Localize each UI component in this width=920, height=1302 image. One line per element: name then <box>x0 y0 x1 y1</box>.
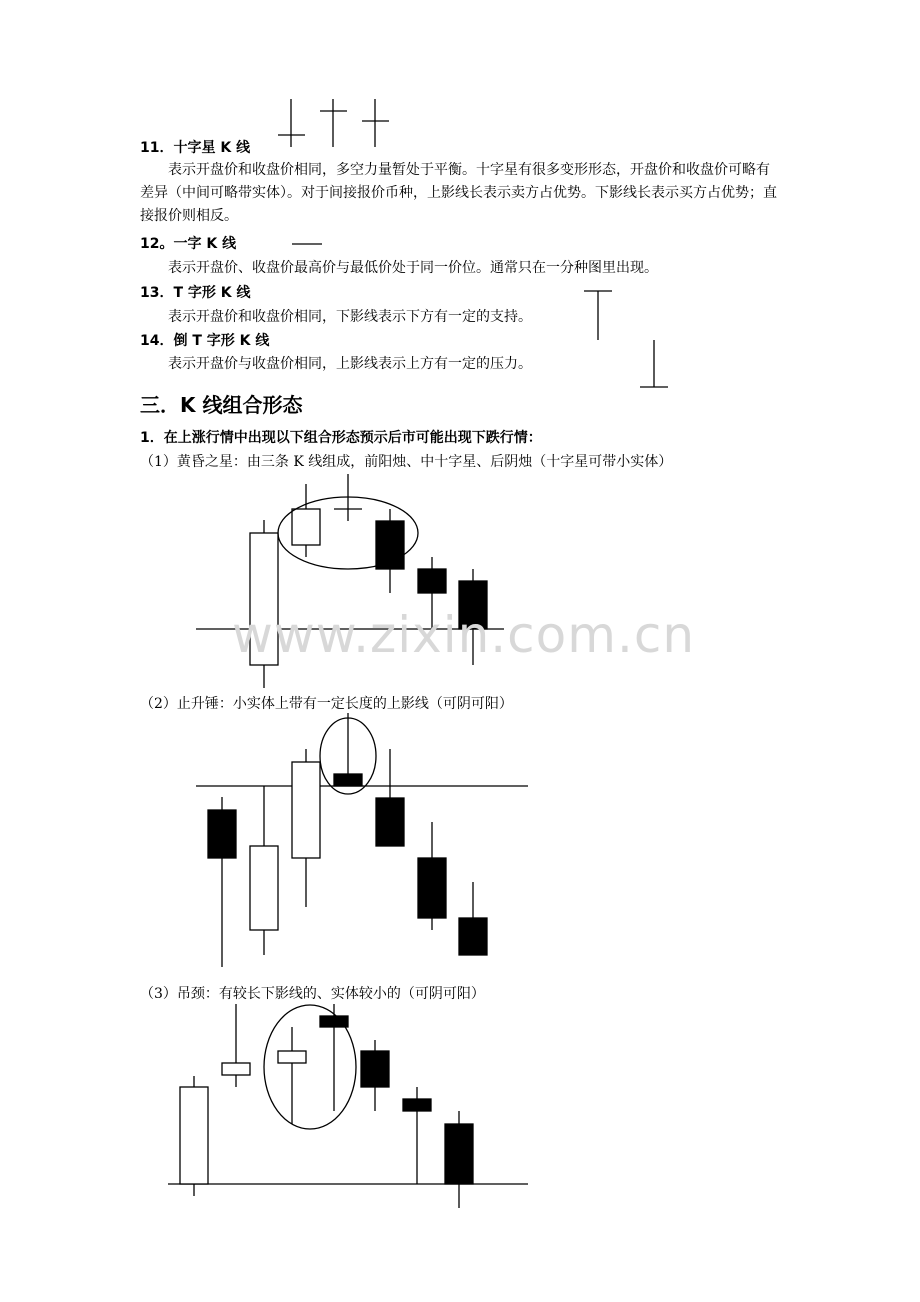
fig1-caption: （1）黄昏之星：由三条 K 线组成，前阳烛、中十字星、后阴烛（十字星可带小实体） <box>140 454 673 470</box>
s14-heading: 14．倒 T 字形 K 线 <box>140 333 270 349</box>
highlight-ellipse <box>264 1005 356 1129</box>
candle-1-body <box>180 1087 208 1184</box>
s13-heading: 13．T 字形 K 线 <box>140 285 251 301</box>
candle-3-body <box>278 1051 306 1063</box>
sub1-heading: 1．在上涨行情中出现以下组合形态预示后市可能出现下跌行情： <box>140 430 542 446</box>
s13-body: 表示开盘价和收盘价相同，下影线表示下方有一定的支持。 <box>168 309 532 325</box>
s12-body: 表示开盘价、收盘价最高价与最低价处于同一价位。通常只在一分种图里出现。 <box>168 260 658 276</box>
candle-2-body <box>222 1063 250 1075</box>
s12-heading: 12。一字 K 线 <box>140 236 237 252</box>
s14-body: 表示开盘价与收盘价相同，上影线表示上方有一定的压力。 <box>168 356 532 372</box>
candle-7-body <box>445 1124 473 1184</box>
candle-5-body <box>361 1051 389 1087</box>
s11-body: 表示开盘价和收盘价相同，多空力量暂处于平衡。十字星有很多变形形态，开盘价和收盘价可略有差异（中间可略带实体）。对于间接报价币种，上影线长表示卖方占优势。下影线长表示买方占优势；直接报价则相反。 <box>140 162 777 224</box>
section-title: 三．K 线组合形态 <box>140 393 303 417</box>
candle-6-body <box>403 1099 431 1111</box>
fig3-caption: （3）吊颈：有较长下影线的、实体较小的（可阴可阳） <box>140 986 485 1002</box>
s11-heading: 11．十字星 K 线 <box>140 140 251 156</box>
fig2-caption: （2）止升锤：小实体上带有一定长度的上影线（可阴可阳） <box>140 696 513 712</box>
watermark: www.zixin.com.cn <box>232 606 696 664</box>
